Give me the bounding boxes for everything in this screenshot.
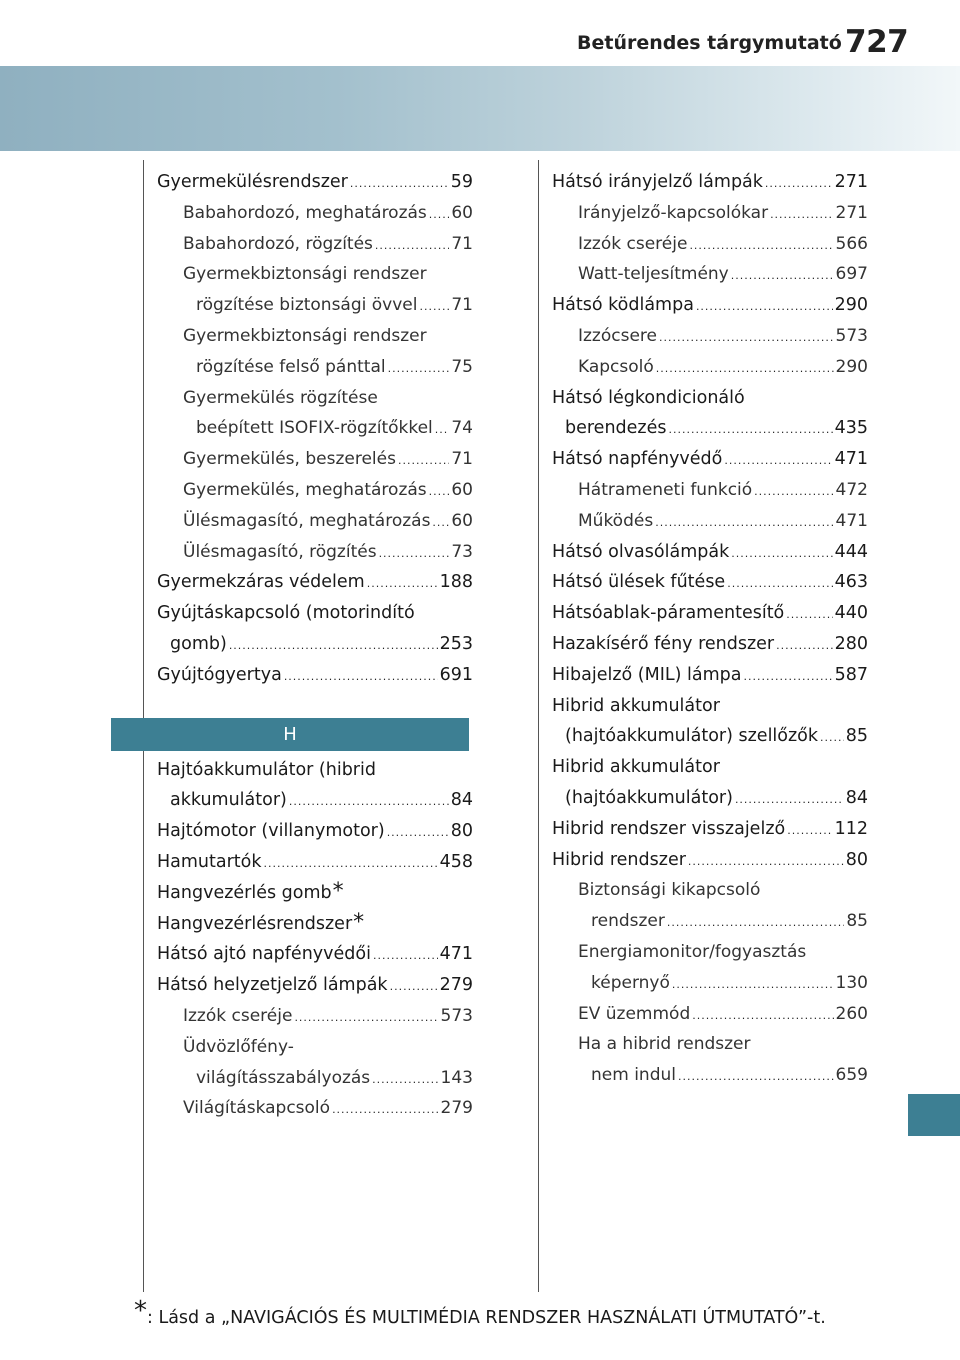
index-entry	[157, 413, 473, 444]
leader-dots	[678, 1062, 834, 1093]
index-entry	[552, 937, 868, 968]
index-entry	[552, 999, 868, 1030]
index-entry-page: 112	[834, 818, 868, 839]
index-entry	[157, 198, 473, 229]
index-entry-label: Gyermekülés, meghatározás	[183, 479, 427, 500]
leader-dots	[731, 539, 832, 570]
index-entry	[552, 814, 868, 845]
index-entry	[157, 629, 473, 660]
chapter-side-tab	[908, 1094, 960, 1136]
index-entry-label: Hátsóablak-páramentesítő	[552, 603, 785, 624]
index-entry	[552, 567, 868, 598]
index-entry	[552, 598, 868, 629]
footnote-star: *	[134, 1296, 147, 1326]
index-entry-label: Hátsó ködlámpa	[552, 295, 694, 316]
right-column-rule	[538, 160, 539, 1292]
index-entry-page: 71	[451, 295, 473, 316]
index-entry-page: 440	[834, 603, 868, 624]
index-entry	[157, 444, 473, 475]
index-entry	[552, 660, 868, 691]
index-entry	[552, 537, 868, 568]
index-entry-label: Gyújtáskapcsoló (motorindító	[157, 603, 415, 624]
index-entry-page: 573	[440, 1005, 473, 1026]
index-entry-page: 472	[835, 479, 868, 500]
leader-dots	[429, 200, 450, 231]
index-entry-label: EV üzemmód	[578, 1003, 691, 1024]
index-entry-label: Gyermekülésrendszer	[157, 172, 348, 192]
index-entry-label: Gyújtógyertya	[157, 664, 282, 685]
index-entry-label: Hamutartók	[157, 851, 262, 872]
leader-dots	[754, 477, 833, 508]
index-entry-label: Izzók cseréje	[183, 1005, 293, 1026]
index-entry-label: Kapcsoló	[578, 356, 654, 377]
index-entry-page: 471	[834, 449, 868, 470]
leader-dots	[672, 970, 834, 1001]
index-entry-page: 59	[450, 172, 473, 192]
index-entry-label: nem indul	[591, 1065, 676, 1086]
index-entry-label: Hazakísérő fény rendszer	[552, 633, 775, 654]
index-entry-label: Gyermekbiztonsági rendszer	[183, 264, 427, 285]
index-entry-label: Üdvözlőfény-	[183, 1036, 294, 1057]
leader-dots	[350, 169, 449, 200]
leader-dots	[692, 1001, 833, 1032]
index-entry-label: Ülésmagasító, meghatározás	[183, 510, 431, 531]
index-entry	[552, 383, 868, 414]
index-entry	[552, 259, 868, 290]
index-entry-page: 271	[834, 172, 868, 192]
index-entry-label: berendezés	[565, 418, 667, 439]
index-entry	[157, 598, 473, 629]
index-entry-page: 60	[451, 510, 473, 531]
index-entry-page: 85	[846, 911, 868, 932]
index-entry-label: Gyermekülés rögzítése	[183, 387, 378, 408]
leader-dots	[659, 323, 834, 354]
footnote	[134, 1296, 826, 1328]
leader-dots	[390, 972, 438, 1003]
index-entry-label: Babahordozó, rögzítés	[183, 233, 373, 254]
leader-dots	[332, 1095, 438, 1126]
index-entry-label: Ülésmagasító, rögzítés	[183, 541, 377, 562]
index-entry-label: Hátrameneti funkció	[578, 479, 753, 500]
index-list-h	[157, 755, 473, 1125]
leader-dots	[372, 1065, 438, 1096]
index-entry-label: (hajtóakkumulátor) szellőzők	[565, 726, 819, 747]
leader-dots	[419, 292, 449, 323]
leader-dots	[373, 941, 438, 972]
index-entry-page: 71	[451, 449, 473, 470]
index-entry	[157, 1093, 473, 1124]
leader-dots	[655, 508, 833, 539]
index-entry: Hangvezérlés gomb *	[157, 878, 473, 909]
index-entry-label: Hajtóakkumulátor (hibrid	[157, 759, 376, 780]
index-entry	[157, 939, 473, 970]
index-entry	[157, 475, 473, 506]
leader-dots	[724, 446, 832, 477]
index-entry	[552, 413, 868, 444]
index-entry-label: rögzítése felső pánttal	[196, 356, 386, 377]
index-entry-label: Hátsó helyzetjelző lámpák	[157, 975, 388, 996]
index-entry-page: 280	[834, 633, 868, 654]
index-entry	[552, 968, 868, 999]
index-entry-page: 80	[450, 821, 473, 842]
index-entry	[157, 167, 473, 198]
leader-dots	[669, 415, 833, 446]
leader-dots	[689, 231, 833, 262]
index-entry	[552, 721, 868, 752]
leader-dots	[787, 816, 832, 847]
index-entry-page: 659	[835, 1065, 868, 1086]
index-entry	[157, 229, 473, 260]
leader-dots	[656, 354, 834, 385]
index-entry	[157, 660, 473, 691]
index-entry-label: Hangvezérlésrendszer	[157, 913, 353, 934]
leader-dots	[727, 569, 832, 600]
index-entry	[157, 847, 473, 878]
leader-dots	[284, 662, 438, 693]
leader-dots	[429, 477, 450, 508]
index-entry	[157, 506, 473, 537]
leader-dots	[387, 818, 449, 849]
index-entry-page: 74	[451, 418, 473, 439]
index-entry	[157, 290, 473, 321]
index-entry	[157, 1001, 473, 1032]
index-entry	[552, 290, 868, 321]
index-entry-page: 60	[451, 479, 473, 500]
index-entry-label: Irányjelző-kapcsolókar	[578, 202, 769, 223]
header-band	[0, 66, 960, 151]
leader-dots	[688, 847, 844, 878]
index-entry-page: 80	[845, 849, 868, 870]
index-entry-label: Izzócsere	[578, 325, 657, 346]
leader-dots	[731, 261, 834, 292]
index-entry	[552, 906, 868, 937]
index-entry-page: 84	[845, 787, 868, 808]
index-entry-page: 188	[439, 572, 473, 593]
index-entry	[552, 1029, 868, 1060]
index-entry-label: világításszabályozás	[196, 1067, 371, 1088]
index-entry	[157, 567, 473, 598]
index-entry-page: 471	[835, 510, 868, 531]
index-entry-page: 444	[834, 541, 868, 562]
leader-dots	[379, 539, 450, 570]
section-heading-h: H	[111, 718, 469, 751]
index-entry	[157, 1063, 473, 1094]
leader-dots	[667, 908, 844, 939]
index-entry	[157, 321, 473, 352]
index-entry-page: 290	[835, 356, 868, 377]
index-entry-page: 73	[451, 541, 473, 562]
index-entry-page: 85	[845, 726, 868, 747]
index-entry-label: Hátsó olvasólámpák	[552, 541, 730, 562]
leader-dots	[770, 200, 833, 231]
index-entry-label: Hajtómotor (villanymotor)	[157, 821, 385, 842]
index-entry	[552, 475, 868, 506]
index-entry	[157, 970, 473, 1001]
index-entry	[552, 845, 868, 876]
leader-dots	[289, 787, 449, 818]
index-entry-label: képernyő	[591, 972, 670, 993]
index-entry	[552, 229, 868, 260]
index-entry	[552, 167, 868, 198]
index-column-left	[157, 167, 473, 1124]
index-entry	[552, 198, 868, 229]
index-entry	[157, 352, 473, 383]
leader-dots	[744, 662, 833, 693]
index-entry-label: akkumulátor)	[170, 790, 287, 811]
index-entry	[157, 383, 473, 414]
index-entry-label: Babahordozó, meghatározás	[183, 202, 427, 223]
index-entry-label: Hátsó napfényvédő	[552, 449, 723, 470]
index-entry	[157, 785, 473, 816]
footnote-text: : Lásd a „NAVIGÁCIÓS ÉS MULTIMÉDIA RENDSZER HASZNÁLATI ÚTMUTATÓ”-t.	[147, 1308, 826, 1328]
index-entry-label: Hangvezérlés gomb	[157, 882, 332, 903]
index-entry-label: gomb)	[170, 633, 227, 654]
index-entry-page: 435	[834, 418, 868, 439]
index-entry-label: Hátsó ajtó napfényvédői	[157, 944, 371, 965]
index-entry	[552, 1060, 868, 1091]
index-entry-label: Hibrid akkumulátor	[552, 695, 720, 716]
index-entry-page: 130	[835, 972, 868, 993]
leader-dots	[735, 785, 844, 816]
index-entry	[552, 875, 868, 906]
index-entry	[157, 537, 473, 568]
index-entry-label: (hajtóakkumulátor)	[565, 787, 733, 808]
index-entry	[552, 752, 868, 783]
index-entry-label: beépített ISOFIX-rögzítőkkel	[196, 418, 433, 439]
index-entry	[552, 629, 868, 660]
index-entry-page: 290	[834, 295, 868, 316]
index-entry-page: 587	[834, 664, 868, 685]
index-entry-page: 573	[835, 325, 868, 346]
index-entry-page: 84	[450, 790, 473, 811]
index-entry-label: Hátsó irányjelző lámpák	[552, 172, 763, 192]
index-entry-label: Ha a hibrid rendszer	[578, 1034, 751, 1055]
index-entry-page: 458	[439, 851, 473, 872]
index-entry-label: Energiamonitor/fogyasztás	[578, 941, 807, 962]
index-entry-page: 253	[439, 633, 473, 654]
index-entry-page: 143	[440, 1067, 473, 1088]
index-list-right	[552, 167, 868, 1091]
leader-dots	[388, 354, 450, 385]
index-entry-page: 691	[439, 664, 473, 685]
index-entry-page: 260	[835, 1003, 868, 1024]
index-entry	[157, 816, 473, 847]
leader-dots	[229, 631, 438, 662]
index-entry	[552, 691, 868, 722]
index-entry	[552, 783, 868, 814]
leader-dots	[435, 415, 450, 446]
index-entry-label: Watt-teljesítmény	[578, 264, 729, 285]
index-entry-page: 279	[440, 1098, 473, 1119]
page-number: 727	[845, 24, 909, 60]
index-entry-label: Hibrid akkumulátor	[552, 757, 720, 778]
page-header-title: Betűrendes tárgymutató	[577, 32, 842, 54]
index-entry	[552, 506, 868, 537]
index-entry-label: Hátsó ülések fűtése	[552, 572, 726, 593]
index-entry-label: Hátsó légkondicionáló	[552, 387, 745, 408]
index-entry	[157, 1032, 473, 1063]
leader-dots	[375, 231, 449, 262]
leader-dots	[367, 569, 438, 600]
index-entry-label: Hibrid rendszer	[552, 849, 686, 870]
index-entry-page: 566	[835, 233, 868, 254]
leader-dots	[786, 600, 832, 631]
leader-dots	[765, 169, 833, 200]
index-entry-page: 75	[451, 356, 473, 377]
index-entry	[552, 352, 868, 383]
index-entry-page: 463	[834, 572, 868, 593]
index-entry-label: Izzók cseréje	[578, 233, 688, 254]
index-entry-label: Hibajelző (MIL) lámpa	[552, 664, 742, 685]
top-bar	[0, 0, 960, 66]
index-entry	[552, 444, 868, 475]
leader-dots	[820, 723, 844, 754]
leader-dots	[696, 292, 833, 323]
leader-dots	[264, 849, 438, 880]
index-entry-page: 697	[835, 264, 868, 285]
index-entry-label: Hibrid rendszer visszajelző	[552, 818, 786, 839]
index-entry-label: Gyermekzáras védelem	[157, 572, 365, 593]
index-entry-label: Működés	[578, 510, 654, 531]
index-entry	[157, 755, 473, 786]
index-entry-page: 271	[835, 202, 868, 223]
index-column-right	[552, 167, 868, 1091]
index-entry-label: Gyermekülés, beszerelés	[183, 449, 396, 470]
index-entry-page: 71	[451, 233, 473, 254]
index-list-g	[157, 167, 473, 691]
index-entry: Hangvezérlésrendszer *	[157, 909, 473, 940]
index-entry	[552, 321, 868, 352]
leader-dots	[432, 508, 449, 539]
index-entry-label: Gyermekbiztonsági rendszer	[183, 325, 427, 346]
index-entry-label: rögzítése biztonsági övvel	[196, 295, 418, 316]
leader-dots	[776, 631, 832, 662]
index-entry-label: rendszer	[591, 911, 665, 932]
leader-dots	[294, 1003, 438, 1034]
index-entry-label: Világításkapcsoló	[183, 1098, 331, 1119]
leader-dots	[398, 446, 449, 477]
index-entry-page: 471	[439, 944, 473, 965]
index-entry	[157, 259, 473, 290]
index-entry-page: 60	[451, 202, 473, 223]
index-entry-page: 279	[439, 975, 473, 996]
index-entry-label: Biztonsági kikapcsoló	[578, 880, 761, 901]
